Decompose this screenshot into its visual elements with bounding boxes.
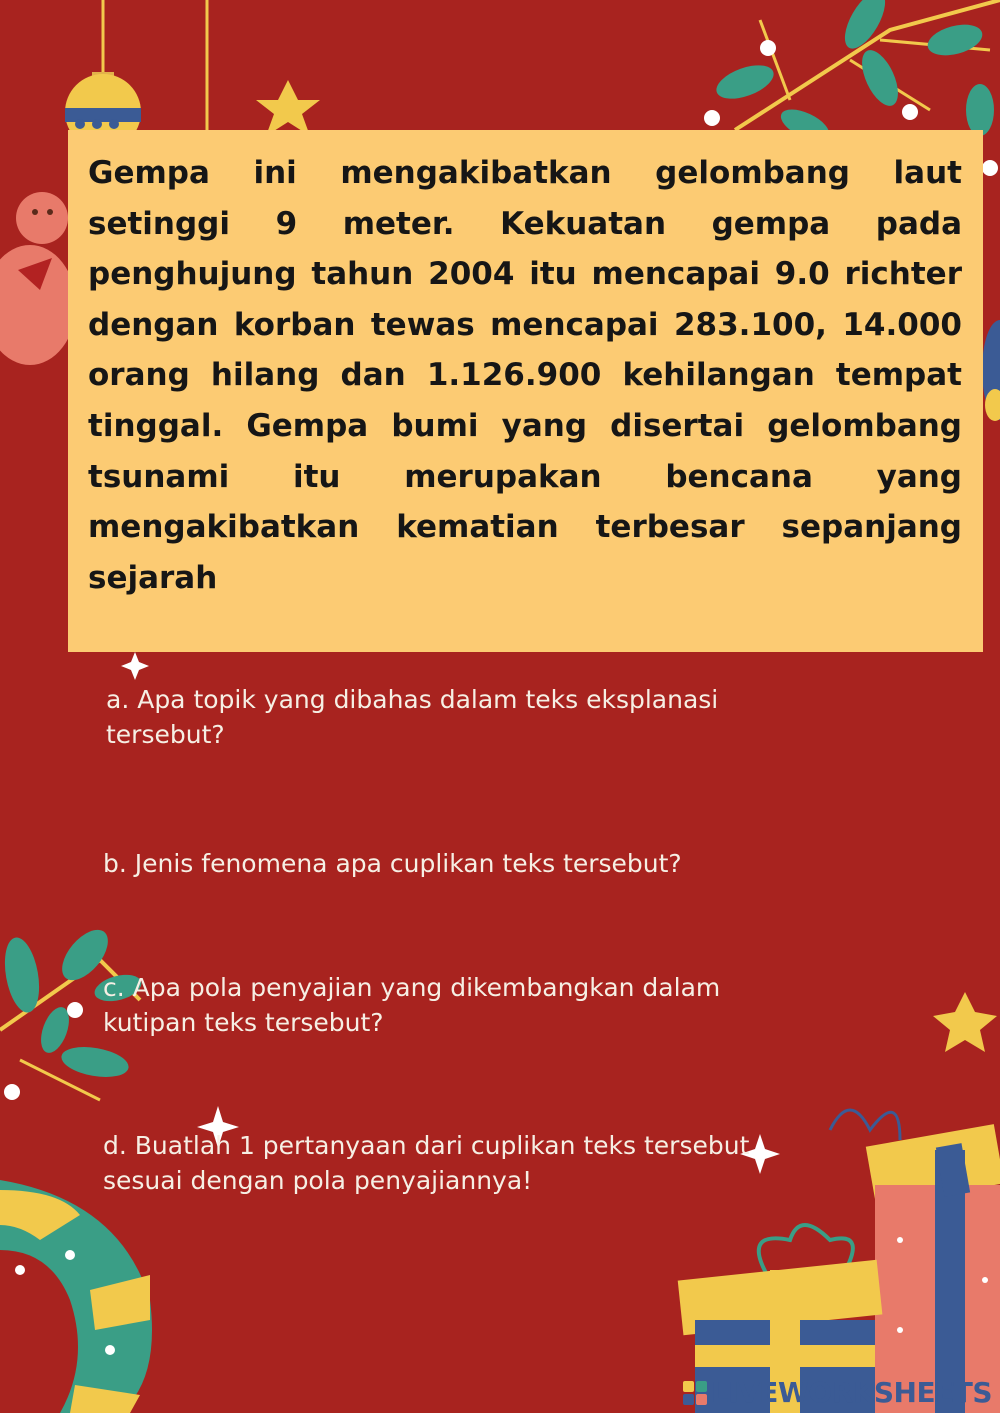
- question-d-line1: d. Buatlah 1 pertanyaan dari cuplikan teks tersebut: [103, 1131, 750, 1160]
- question-d-line2: sesuai dengan pola penyajiannya!: [103, 1166, 533, 1195]
- question-c-line1: c. Apa pola penyajian yang dikembangkan dalam: [103, 973, 721, 1002]
- liveworksheets-logo-icon: [683, 1381, 707, 1405]
- star-icon: [933, 992, 997, 1052]
- question-a: [106, 682, 826, 752]
- liveworksheets-watermark: [683, 1376, 992, 1409]
- watermark-text: LIVEWORKSHEETS: [710, 1376, 992, 1409]
- question-a-line1: a. Apa topik yang dibahas dalam teks eksplanasi: [106, 685, 719, 714]
- question-a-line2: tersebut?: [106, 720, 225, 749]
- ornament-right-icon: [982, 320, 1000, 421]
- question-b-line1: b. Jenis fenomena apa cuplikan teks tersebut?: [103, 849, 682, 878]
- question-d: [103, 1128, 863, 1198]
- question-c: [103, 970, 843, 1040]
- passage-text: Gempa ini mengakibatkan gelombang laut setinggi 9 meter. Kekuatan gempa pada penghujung tahun 2004 itu mencapai 9.0 richter dengan korban tewas mencapai 283.100, 14.000 orang hilang dan 1.126.900 kehilangan tempat tinggal. Gempa bumi yang disertai gelombang tsunami itu merupakan bencana yang mengakibatkan kematian terbesar sepanjang sejarah: [88, 155, 962, 596]
- question-c-line2: kutipan teks tersebut?: [103, 1008, 384, 1037]
- question-b: [103, 846, 823, 881]
- gingerbread-man-icon: [0, 192, 76, 365]
- star-icon: [256, 80, 320, 136]
- sparkle-icon: [121, 652, 149, 680]
- wreath-icon: [0, 1180, 152, 1413]
